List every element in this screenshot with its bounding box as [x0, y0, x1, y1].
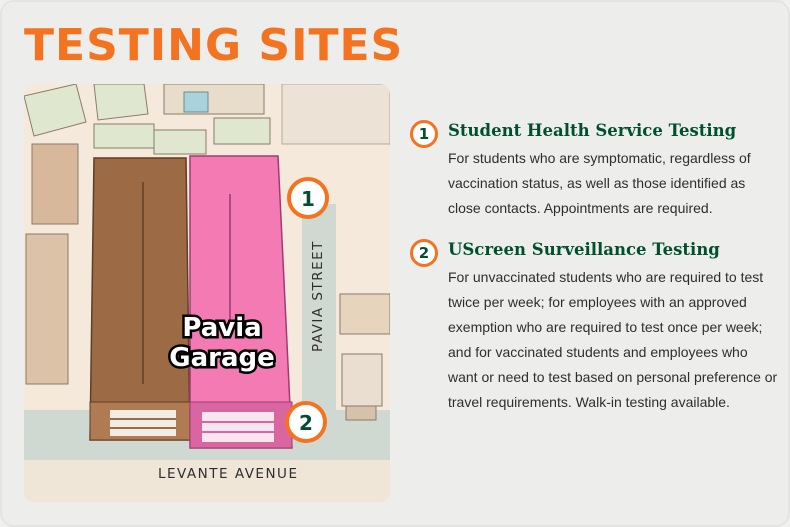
map-marker-2-number: 2 — [299, 411, 313, 435]
campus-map — [24, 84, 390, 502]
site-description-2: For unvaccinated students who are required to test twice per week; for employees with an approved exemption who are required to test once per week; and for vaccinated students and employees who want or need to test based on personal preference or travel requirements. Walk-in testing available. — [448, 269, 778, 410]
site-item-1 — [410, 120, 780, 221]
testing-sites-list — [410, 120, 780, 433]
site-number-1: 1 — [410, 120, 438, 148]
site-item-2 — [410, 239, 780, 415]
street-label-pavia: PAVIA STREET — [310, 240, 326, 352]
site-name-1: Student Health Service Testing — [448, 121, 737, 140]
adjacent-building — [90, 158, 190, 440]
site-description-1: For students who are symptomatic, regardless of vaccination status, as well as those identified as close contacts. Appointments are required. — [448, 150, 751, 216]
right-buildings — [340, 294, 390, 420]
map-marker-2 — [287, 403, 325, 441]
building-label-line2: Garage — [169, 343, 275, 373]
street-label-levante: LEVANTE AVENUE — [158, 466, 299, 482]
pavia-garage-building — [190, 156, 292, 448]
site-name-2: UScreen Surveillance Testing — [448, 240, 720, 259]
map-illustration — [24, 84, 390, 502]
building-label-line1: Pavia — [182, 313, 262, 343]
site-number-2: 2 — [410, 239, 438, 267]
page-title: TESTING SITES — [24, 20, 404, 71]
map-marker-1-number: 1 — [301, 187, 315, 211]
map-marker-1 — [289, 179, 327, 217]
